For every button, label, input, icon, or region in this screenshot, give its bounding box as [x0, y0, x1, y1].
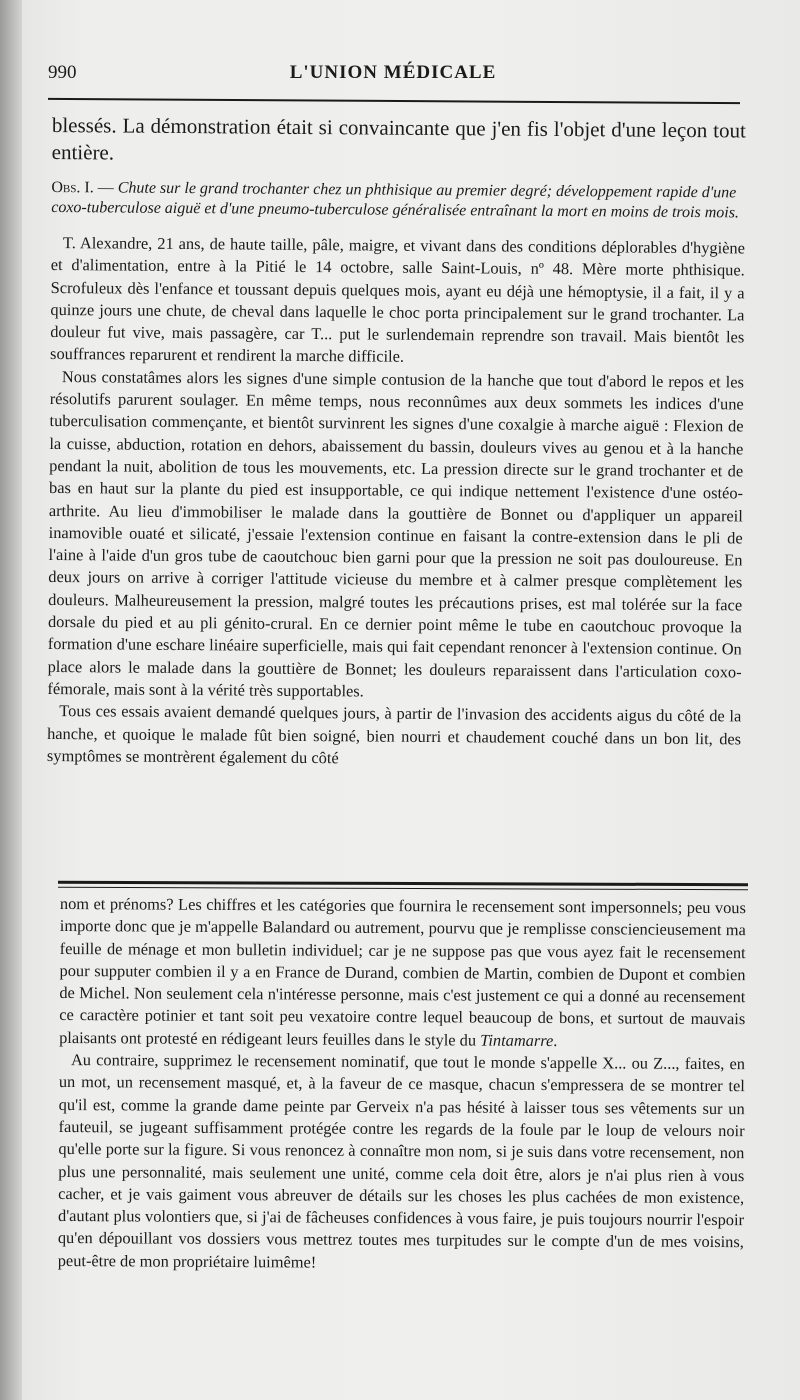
- page-number: 990: [48, 62, 77, 83]
- observation-title: Chute sur le grand trochanter chez un phthisique au premier degré; développement rapide d'une coxo-tuberculose aiguë et d'une pneumo-tuberculose généralisée entraînant la mort en moins de trois mois.: [51, 179, 740, 222]
- article-section: [47, 112, 746, 773]
- article-paragraph-2: Nous constatâmes alors les signes d'une simple contusion de la hanche que tout d'abord le repos et les résolutifs parurent soulager. En même temps, nous reconnûmes aux deux sommets les indices d'une tuberculisation commençante, et bientôt survinrent les signes d'une coxalgie à marche aiguë : Flexion de la cuisse, abduction, rotation en dehors, abaissement du bassin, douleurs vives au genou et à la hanche pendant la nuit, abolition de tous les mouvements, etc. La pression directe sur le grand trochanter et de bas en haut sur la plante du pied est insupportable, ce qui indique nettement l'existence d'une ostéo-arthrite. Au lieu d'immobiliser le malade dans la gouttière de Bonnet ou d'appliquer un appareil inamovible ouaté et silicaté, j'essaie l'extension continue en faisant la contre-extension dans le pli de l'aine à l'aide d'un gros tube de caoutchouc bien garni pour que la pression ne soit pas douloureuse. En deux jours on arrive à corriger l'attitude vicieuse du membre et à calmer presque complètement les douleurs. Malheureusement la pression, malgré toutes les précautions prises, est mal tolérée sur la face dorsale du pied et au pli génito-crural. En ce dernier point même le tube en caoutchouc provoque la formation d'une eschare linéaire superficielle, mais qui fait cependant renoncer à l'extension continue. On place alors le malade dans la gouttière de Bonnet; les douleurs reparaissent dans l'articulation coxo-fémorale, mais sont à la vérité très supportables.: [47, 366, 744, 701]
- lead-text: blessés. La démonstration était si convaincante que j'en fis l'objet d'une leçon tout entière.: [51, 112, 746, 165]
- feuilleton-text: nom et prénoms? Les chiffres et les catégories que fournira le recensement sont impersonnels; peu vous importe donc que je m'appelle Balandard ou autrement, pourvu que je remplisse consciencieusement ma feuille de ménage et mon bulletin individuel; car je ne suppose pas que vous ayez fait le recensement pour supputer combien il y a en France de Durand, combien de Martin, combien de Dupont et combien de Michel. Non seulement cela n'intéresse personne, mais c'est justement ce qui a donné au recensement ce caractère potinier et tant soit peu vexatoire contre lequel beaucoup de bons, et surtout de mauvais plaisants ont protesté en rédigeant leurs feuilles dans le style du: [59, 894, 746, 1050]
- observation-dash: —: [93, 179, 118, 197]
- feuilleton-paragraph-2: Au contraire, supprimez le recensement nominatif, que tout le monde s'appelle X... ou Z..., faites, en un mot, un recensement masqué, et, à la faveur de ce masque, chacun s'empressera de se montrer tel qu'il est, comme la grande dame peinte par Gerveix n'a pas hésité à laisser tous ses vêtements sur un fauteuil, se jugeant suffisamment protégée contre les regards de la foule par le loup de velours noir qu'elle porte sur la figure. Si vous renoncez à connaître mon nom, si je suis dans votre recensement, non plus une personnalité, mais seulement une unité, comme cela doit être, alors je n'ai plus rien à vous cacher, et je vais gaiment vous abreuver de détails sur les choses les plus cachées de mon existence, d'autant plus volontiers que, si j'ai de fâcheuses confidences à vous faire, je puis toujours nourrir l'espoir qu'en dépouillant vos dossiers vous mettrez toutes mes turpitudes sur le compte d'un de mes voisins, peut-être de mon propriétaire luimême!: [57, 1050, 746, 1272]
- page-header: [48, 62, 738, 92]
- feuilleton-italic-title: Tintamarre: [480, 1030, 554, 1050]
- observation-heading: [51, 178, 745, 223]
- observation-label: Obs. I.: [51, 178, 94, 197]
- journal-title: L'UNION MÉDICALE: [289, 62, 497, 83]
- article-paragraph-3: Tous ces essais avaient demandé quelques jours, à partir de l'invasion des accidents aigus du côté de la hanche, et quoique le malade fût bien soigné, bien nourri et chaudement couché dans un bon lit, des symptômes se montrèrent également du côté: [46, 701, 742, 768]
- feuilleton-paragraph-1: [59, 893, 746, 1053]
- book-gutter-shadow: [0, 0, 22, 1400]
- feuilleton-period: .: [553, 1030, 558, 1050]
- article-paragraph-1: T. Alexandre, 21 ans, de haute taille, pâle, maigre, et vivant dans des conditions déplorables d'hygiène et d'alimentation, entre à la Pitié le 14 octobre, salle Saint-Louis, nº 48. Mère morte phthisique. Scrofuleux dès l'enfance et toussant depuis quelques mois, ayant eu déjà une hémoptysie, il a fait, il y a quinze jours une chute, de cheval dans laquelle le choc porta principalement sur le grand trochanter. La douleur fut vive, mais passagère, car T... put le surlendemain reprendre son travail. Mais bientôt les souffrances reparurent et rendirent la marche difficile.: [50, 233, 746, 367]
- feuilleton-section: [58, 893, 746, 1276]
